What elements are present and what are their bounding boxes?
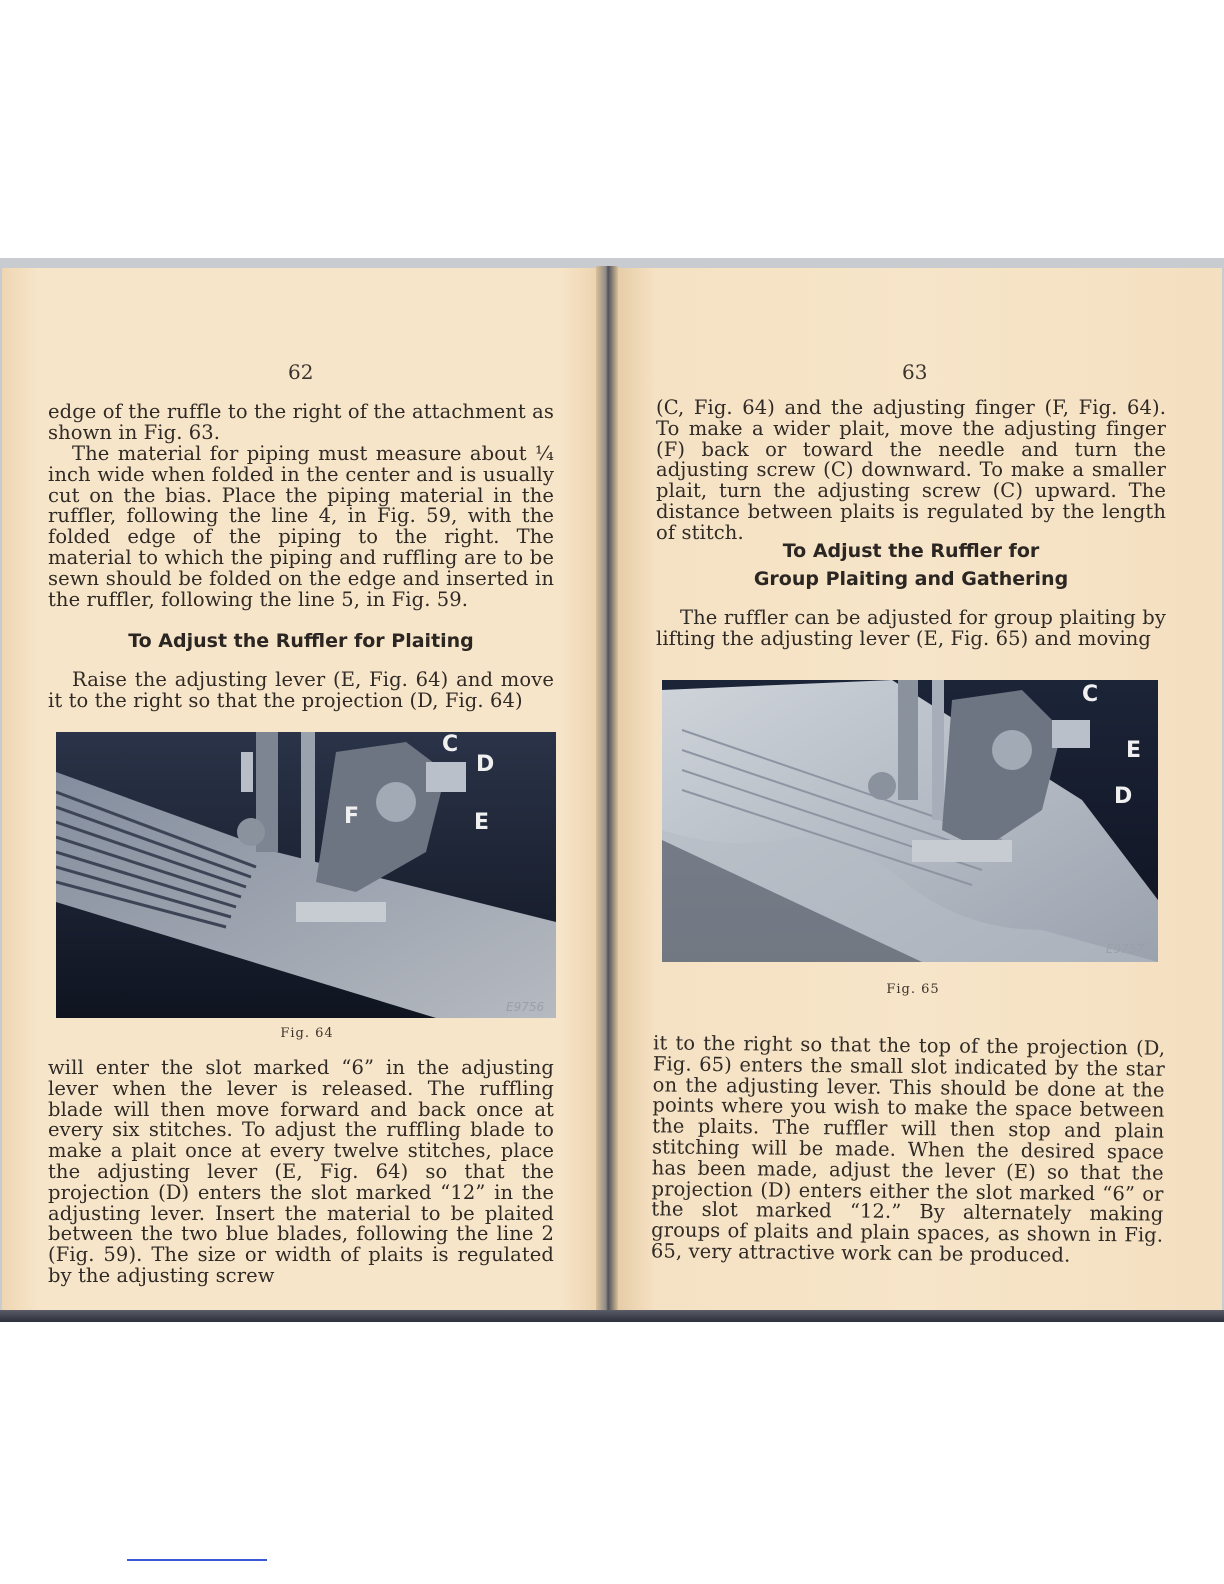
- footnote-rule: [127, 1559, 267, 1561]
- callout-label: C: [1082, 682, 1099, 707]
- ruffler-group-plaiting-illustration: [662, 680, 1158, 962]
- callout-label: E: [474, 810, 490, 835]
- callout-label: D: [1114, 784, 1133, 809]
- figure-65-photo: [662, 680, 1158, 962]
- left-page: [2, 268, 608, 1320]
- paragraph: Raise the adjusting lever (E, Fig. 64) and move it to the right so that the projection (D, Fig. 64): [48, 668, 554, 712]
- book-edge-shadow: [0, 1310, 1224, 1322]
- book-gutter: [596, 266, 618, 1322]
- callout-label: D: [476, 752, 495, 777]
- page-number: 62: [288, 360, 314, 384]
- callout-label: C: [442, 732, 459, 757]
- section-heading-line1: To Adjust the Ruffler for: [782, 540, 1040, 562]
- paragraph: will enter the slot marked “6” in the adjusting lever when the lever is released. The ruffling blade will then move forward and back once at every six stitches. To adjust the ruffling blade to make a plait once at every twelve stitches, place the adjusting lever (E, Fig. 64) so that the projection (D) enters the slot marked “12” in the adjusting lever. Insert the material to be plaited between the two blue blades, following the line 2 (Fig. 59). The size or width of plaits is regulated by the adjusting screw: [48, 1056, 554, 1287]
- figure-caption: Fig. 64: [280, 1026, 334, 1041]
- book-spread: [0, 258, 1224, 1322]
- paragraph: The material for piping must measure about ¼ inch wide when folded in the center and is usually cut on the bias. Place the piping material in the ruffler, following the line 4, in Fig. 59, with the folded edge of the piping to the right. The material to which the piping and ruffling are to be sewn should be folded on the edge and inserted in the ruffler, following the line 5, in Fig. 59.: [48, 442, 554, 611]
- section-heading: To Adjust the Ruffler for Plaiting: [128, 630, 474, 652]
- callout-label: E: [1126, 738, 1142, 763]
- page-number: 63: [902, 360, 928, 384]
- paragraph: (C, Fig. 64) and the adjusting finger (F, Fig. 64). To make a wider plait, move the adjusting finger (F) back or toward the needle and turn the adjusting screw (C) downward. To make a smaller plait, turn the adjusting screw (C) upward. The distance between plaits is regulated by the length of stitch.: [656, 396, 1166, 544]
- paragraph: The ruffler can be adjusted for group plaiting by lifting the adjusting lever (E, Fig. 65) and moving: [656, 606, 1166, 650]
- callout-label: F: [344, 804, 360, 829]
- plate-number: E9757: [1106, 942, 1145, 956]
- paragraph: edge of the ruffle to the right of the attachment as shown in Fig. 63.: [48, 400, 554, 444]
- paragraph: it to the right so that the top of the projection (D, Fig. 65) enters the small slot indicated by the star on the adjusting lever. This should be done at the points where you wish to make the space between the plaits. The ruffler will then stop and plain stitching will be made. When the desired space has been made, adjust the lever (E) so that the projection (D) enters either the slot marked “6” or the slot marked “12.” By alternately making groups of plaits and plain spaces, as shown in Fig. 65, very attractive work can be produced.: [650, 1031, 1166, 1267]
- right-page: [612, 268, 1222, 1320]
- plate-number: E9756: [506, 1000, 545, 1014]
- figure-caption: Fig. 65: [886, 982, 940, 997]
- section-heading-line2: Group Plaiting and Gathering: [753, 568, 1069, 590]
- figure-64-photo: [56, 732, 556, 1018]
